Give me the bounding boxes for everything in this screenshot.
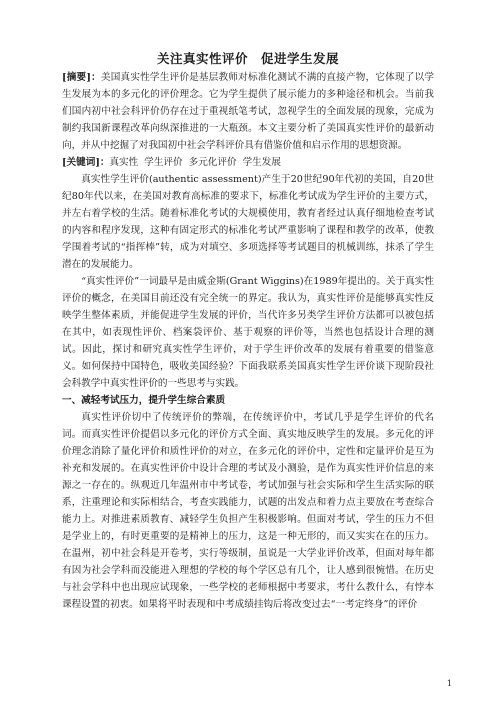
body-paragraph: “真实性评价”一词最早是由威金斯(Grant Wiggins)在1989年提出的。关于真实性评价的概念，在美国目前还没有完全统一的界定。我认为，真实性评价是能够真实性反映学生整体素质，并能促进学生发展的评价，当代许多另类学生评价方法都可以被包括在其中，如表现性评价、档案袋评价、基于观察的评价等，当然也包括设计合理的测试。因此，探讨和研究真实性学生评价，对于学生评价改革的发展有着重要的借鉴意义。如何保持中国特色，吸收美国经验？下面我联系美国真实性学生评价谈下现阶段社会科教学中真实性评价的一些思考与实践。: [62, 276, 434, 389]
page-title: 关注真实性评价 促进学生发展: [156, 51, 339, 66]
body-paragraph: 真实性学生评价(authentic assessment)产生于20世纪90年代初的美国，自20世纪80年代以来，在美国对教育高标准的要求下，标准化考试成为学生评价的主要方式，并左右着学校的生活。随着标准化考试的大规模使用，教育者经过认真仔细地检查考试的内容和程序发现，这种有固定形式的标准化考试严重影响了课程和教学的改革，使教学围着考试的“指挥棒”转，成为对填空、多项选择等考试题目的机械训练，抹杀了学生潜在的发展能力。: [62, 174, 434, 270]
abstract-text: 美国真实性学生评价是基层教师对标准化测试不满的直接产物，它体现了以学生发展为本的多元化的评价理念。它为学生提供了展示能力的多种途径和机会。当前我们国内初中社会科评价仍存在过于重视纸笔考试，忽视学生的全面发展的现象，完成为制约我国新课程改革向纵深推进的一大瓶颈。本文主要分析了美国真实性评价的最新动向，并从中挖掘了对我国初中社会学科评价具有借鉴价值和启示作用的思想资源。: [62, 72, 434, 151]
keyword: 多元化评价: [188, 157, 237, 168]
abstract-label: [摘要]：: [62, 72, 101, 83]
abstract: [62, 69, 434, 154]
section-heading: 一、减轻考试压力，提升学生综合素质: [62, 395, 226, 406]
keyword: 学生发展: [242, 157, 281, 168]
keyword: 学生评价: [144, 157, 183, 168]
keywords: [62, 154, 434, 171]
keyword: 真实性: [109, 157, 139, 168]
keywords-label: [关键词]：: [62, 157, 110, 168]
section-paragraph: 真实性评价切中了传统评价的弊端，在传统评价中，考试几乎是学生评价的代名词。而真实性评价提倡以多元化的评价方式全面、真实地反映学生的发展。多元化的评价理念消除了量化评价和质性评价的对立，在多元化的评价中，定性和定量评价是互为补充和发展的。在真实性评价中设计合理的考试及小测验，是作为真实性评价信息的来源之一存在的。纵观近几年温州市中考试卷，考试加强与社会实际和学生生活实际的联系，注重理论和实际相结合，考查实践能力，试题的出发点和着力点主要放在考查综合能力上。对推进素质教育、减轻学生负担产生积极影响。但面对考试，学生的压力不但是学业上的，有时更重要的是精神上的压力，这是一种无形的，而又实实在在的压力。在温州，初中社会科是开卷考，实行等级制，虽说是一大学业评价改革，但面对每年都有因为社会学科而没能进入理想的学校的每个学区总有几个，让人感到很惋惜。在历史与社会学科中也出现应试现象，一些学校的老师根据中考要求，考什么教什么，有悖本课程设置的初衷。如果将平时表现和中考成绩挂钩后将改变过去“一考定终身”的评价: [62, 412, 434, 610]
page-number: 1: [446, 679, 452, 688]
